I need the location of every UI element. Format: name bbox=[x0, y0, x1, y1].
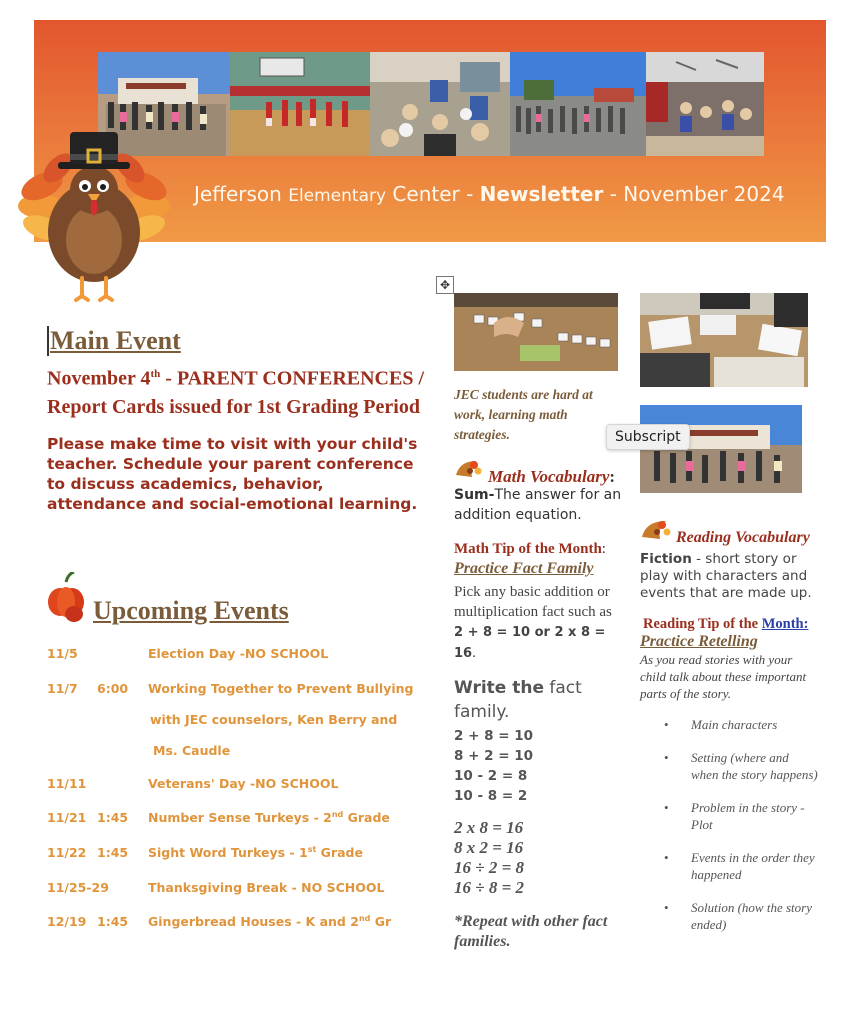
event-text-tail: Grade bbox=[343, 810, 390, 826]
math-vocab-title-text: Math Vocabulary bbox=[488, 467, 610, 486]
event-description bbox=[148, 880, 384, 895]
event-time: 1:45 bbox=[97, 914, 129, 929]
list-item: • Setting (where and when the story happens) bbox=[664, 749, 818, 783]
event-text: Working Together to Prevent Bullying bbox=[148, 681, 414, 696]
event-description bbox=[148, 845, 363, 860]
math-tip-example: 2 + 8 = 10 or 2 x 8 = 16 bbox=[454, 625, 606, 661]
event-text: with JEC counselors, Ken Berry and bbox=[150, 712, 398, 727]
table-move-handle-icon[interactable]: ✥ bbox=[436, 276, 454, 294]
photo-classroom-music bbox=[370, 52, 510, 156]
repeat-note: *Repeat with other fact families. bbox=[454, 913, 608, 950]
event-description bbox=[150, 712, 397, 727]
math-tip-title bbox=[454, 541, 624, 558]
fact-line: 2 x 8 = 16 bbox=[454, 818, 524, 837]
photo-gym bbox=[230, 52, 370, 156]
math-vocab-colon: : bbox=[609, 467, 616, 486]
reading-vocab-definition bbox=[640, 551, 818, 602]
banner-title bbox=[194, 182, 785, 206]
math-tip-title-text: Math Tip of the Month bbox=[454, 541, 602, 557]
reading-vocab-term: Fiction bbox=[640, 551, 692, 567]
reading-vocab-heading bbox=[640, 515, 818, 551]
event-text-sup: nd bbox=[358, 914, 371, 923]
event-text: Number Sense Turkeys - 2 bbox=[148, 810, 332, 826]
title-newsletter: Newsletter bbox=[479, 182, 604, 206]
event-date: 12/19 bbox=[47, 914, 87, 929]
cornucopia-icon bbox=[454, 455, 484, 483]
conf-details: - PARENT CONFERENCES / Report Cards issued for 1st Grading Period bbox=[47, 367, 425, 418]
main-event-heading: Main Event bbox=[47, 326, 427, 356]
math-tip-colon: : bbox=[601, 541, 606, 557]
event-date: 11/7 bbox=[47, 681, 78, 696]
event-text-tail: Grade bbox=[316, 845, 363, 861]
reading-vocab-title: Reading Vocabulary bbox=[676, 529, 810, 546]
title-date: - November 2024 bbox=[609, 182, 785, 206]
math-vocab-term: Sum- bbox=[454, 487, 495, 503]
math-tip-body-text: Pick any basic addition or multiplication fact such as bbox=[454, 584, 612, 620]
event-text: Sight Word Turkeys - 1 bbox=[148, 845, 308, 861]
turkey-pilgrim-icon bbox=[18, 128, 170, 308]
event-text-sup: nd bbox=[331, 810, 344, 819]
fact-line: 16 ÷ 2 = 8 bbox=[454, 858, 525, 877]
subscript-tooltip: Subscript bbox=[606, 424, 690, 450]
conf-date: November 4 bbox=[47, 367, 151, 390]
event-text: Thanksgiving Break - NO SCHOOL bbox=[148, 880, 385, 895]
math-vocab-heading bbox=[454, 455, 624, 485]
title-jefferson: Jefferson bbox=[194, 182, 282, 206]
reading-tip-title-text: Reading Tip of the bbox=[643, 616, 759, 632]
math-tip-body bbox=[454, 582, 624, 664]
fact-line: 8 + 2 = 10 bbox=[454, 748, 533, 764]
event-description bbox=[153, 743, 230, 758]
addition-fact-family bbox=[454, 726, 624, 806]
event-time: 1:45 bbox=[97, 810, 129, 825]
event-date: 11/21 bbox=[47, 810, 87, 825]
math-vocab-def: The answer for an addition equation. bbox=[454, 487, 622, 523]
event-description bbox=[148, 646, 328, 661]
fact-line: 8 x 2 = 16 bbox=[454, 838, 524, 857]
reading-tip-month-link: Month: bbox=[761, 616, 809, 632]
title-elementary: Elementary bbox=[288, 186, 387, 206]
fact-line: 10 - 2 = 8 bbox=[454, 768, 528, 784]
reading-vocab-def: - short story or play with characters and events that are made up. bbox=[640, 551, 812, 601]
write-fact-a: Write the bbox=[454, 678, 544, 698]
math-tip-example-end: . bbox=[472, 645, 476, 661]
event-description bbox=[148, 776, 338, 791]
photo-math-tiles bbox=[454, 293, 618, 371]
event-text: Election Day -NO SCHOOL bbox=[148, 646, 329, 661]
cornucopia-icon bbox=[640, 515, 674, 543]
list-item: • Events in the order they happened bbox=[664, 849, 818, 883]
event-date: 11/22 bbox=[47, 845, 87, 860]
event-description bbox=[148, 810, 390, 825]
story-parts-list bbox=[664, 716, 818, 933]
main-event-section bbox=[47, 326, 427, 514]
write-fact-b: fact family. bbox=[454, 678, 582, 722]
event-description bbox=[148, 914, 391, 929]
pumpkin-icon bbox=[46, 572, 86, 622]
conference-message: Please make time to visit with your child's teacher. Schedule your parent conference to discuss academics, behavior, attendance and social-emotional learning. bbox=[47, 434, 418, 513]
title-center: Center - bbox=[392, 182, 474, 206]
event-time: 1:45 bbox=[97, 845, 129, 860]
event-text: Ms. Caudle bbox=[153, 743, 231, 758]
photo-cafeteria bbox=[646, 52, 764, 156]
photo-outdoor-group bbox=[510, 52, 646, 156]
reading-tip-subtitle: Practice Retelling bbox=[640, 633, 758, 650]
multiplication-fact-family bbox=[454, 818, 624, 898]
upcoming-events-heading: Upcoming Events bbox=[93, 596, 289, 625]
reading-column bbox=[640, 293, 818, 949]
list-item: • Solution (how the story ended) bbox=[664, 899, 818, 933]
list-item: • Problem in the story - Plot bbox=[664, 799, 818, 833]
math-photo-caption: JEC students are hard at work, learning math strategies. bbox=[454, 387, 593, 442]
reading-tip-title bbox=[643, 616, 818, 633]
reading-tip-body: As you read stories with your child talk about these important parts of the story. bbox=[640, 652, 807, 701]
fact-line: 10 - 8 = 2 bbox=[454, 788, 528, 804]
event-description bbox=[148, 681, 414, 696]
event-text: Veterans' Day -NO SCHOOL bbox=[148, 776, 339, 791]
event-text: Gingerbread Houses - K and 2 bbox=[148, 914, 359, 930]
event-text-tail: Gr bbox=[370, 914, 392, 930]
math-tip-subtitle: Practice Fact Family bbox=[454, 560, 594, 577]
event-time: 6:00 bbox=[97, 681, 129, 696]
list-item: • Main characters bbox=[664, 716, 818, 733]
event-text-sup: st bbox=[307, 845, 317, 854]
fact-line: 16 ÷ 8 = 2 bbox=[454, 878, 525, 897]
photo-reading-table bbox=[640, 293, 808, 387]
conference-announcement bbox=[47, 360, 427, 421]
write-fact-family bbox=[454, 676, 624, 724]
conf-date-suffix: th bbox=[150, 368, 161, 380]
event-date: 11/11 bbox=[47, 776, 87, 791]
math-vocab-definition bbox=[454, 485, 624, 525]
math-column bbox=[454, 293, 624, 952]
fact-line: 2 + 8 = 10 bbox=[454, 728, 533, 744]
math-vocab-title bbox=[488, 467, 615, 487]
event-date: 11/25-29 bbox=[47, 880, 109, 895]
event-date: 11/5 bbox=[47, 646, 78, 661]
banner-photo-strip bbox=[98, 52, 764, 156]
